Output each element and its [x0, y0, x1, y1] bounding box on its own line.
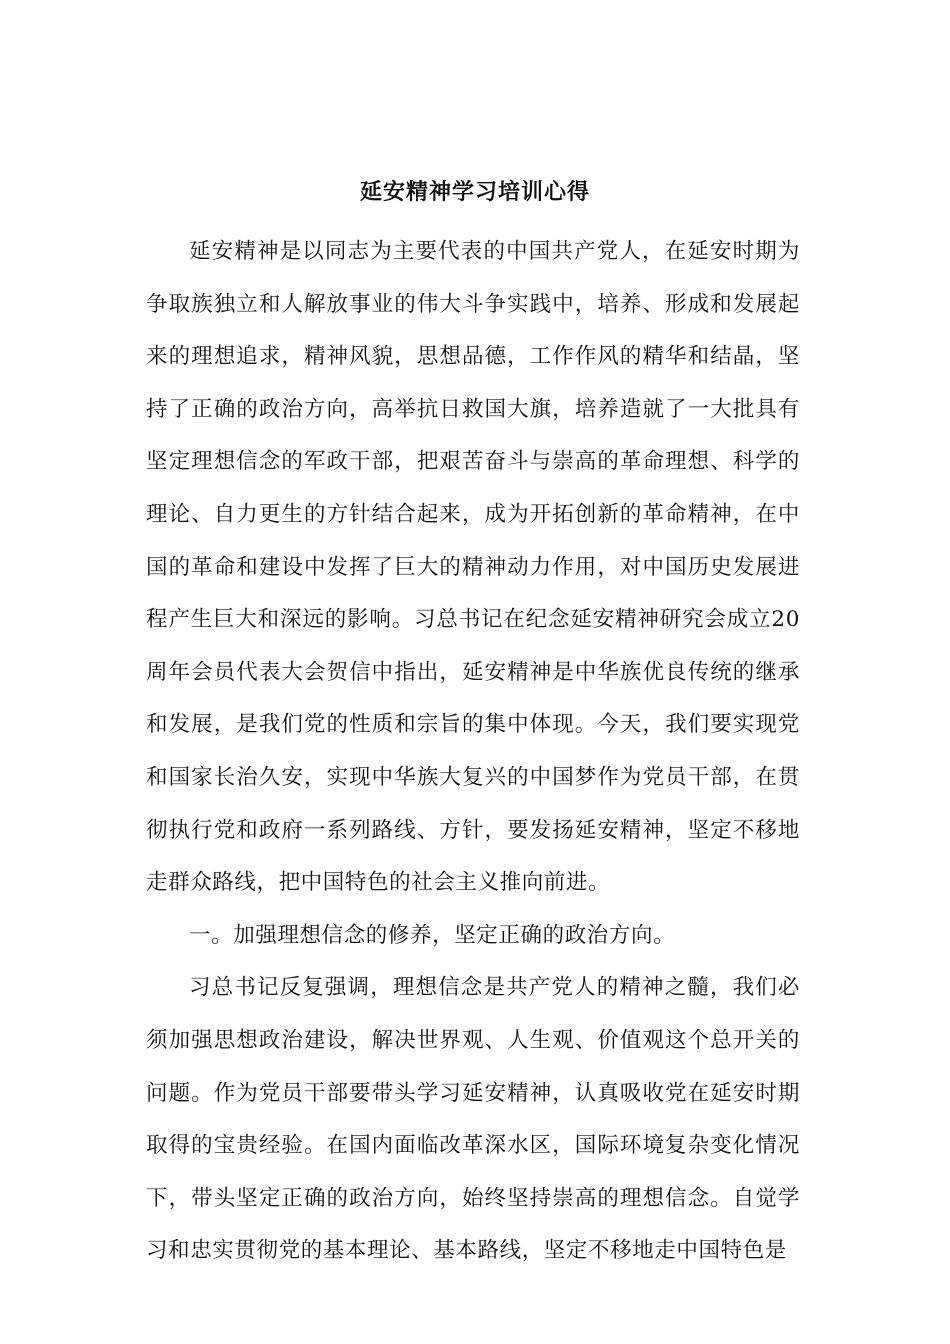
paragraph-intro: 延安精神是以同志为主要代表的中国共产党人，在延安时期为争取族独立和人解放事业的伟大斗争实践中，培养、形成和发展起来的理想追求，精神风貌，思想品德，工作作风的精华和结晶，坚持了正确的政治方向，高举抗日救国大旗，培养造就了一大批具有坚定理想信念的军政干部，把艰苦奋斗与崇高的革命理想、科学的理论、自力更生的方针结合起来，成为开拓创新的革命精神，在中国的革命和建设中发挥了巨大的精神动力作用，对中国历史发展进程产生巨大和深远的影响。习总书记在纪念延安精神研究会成立20周年会员代表大会贺信中指出，延安精神是中华族优良传统的继承和发展，是我们党的性质和宗旨的集中体现。今天，我们要实现党和国家长治久安，实现中华族大复兴的中国梦作为党员干部，在贯彻执行党和政府一系列路线、方针，要发扬延安精神，坚定不移地走群众路线，把中国特色的社会主义推向前进。: [146, 239, 800, 896]
paragraph-section-1: 习总书记反复强调，理想信念是共产党人的精神之髓，我们必须加强思想政治建设，解决世界观、人生观、价值观这个总开关的问题。作为党员干部要带头学习延安精神，认真吸收党在延安时期取得的宝贵经验。在国内面临改革深水区，国际环境复杂变化情况下，带头坚定正确的政治方向，始终坚持崇高的理想信念。自觉学习和忠实贯彻党的基本理论、基本路线，坚定不移地走中国特色是: [146, 975, 800, 1264]
document-title: 延安精神学习培训心得: [359, 179, 590, 205]
document-body: [146, 226, 800, 1278]
section-heading-1: 一。加强理想信念的修养，坚定正确的政治方向。: [189, 922, 676, 948]
